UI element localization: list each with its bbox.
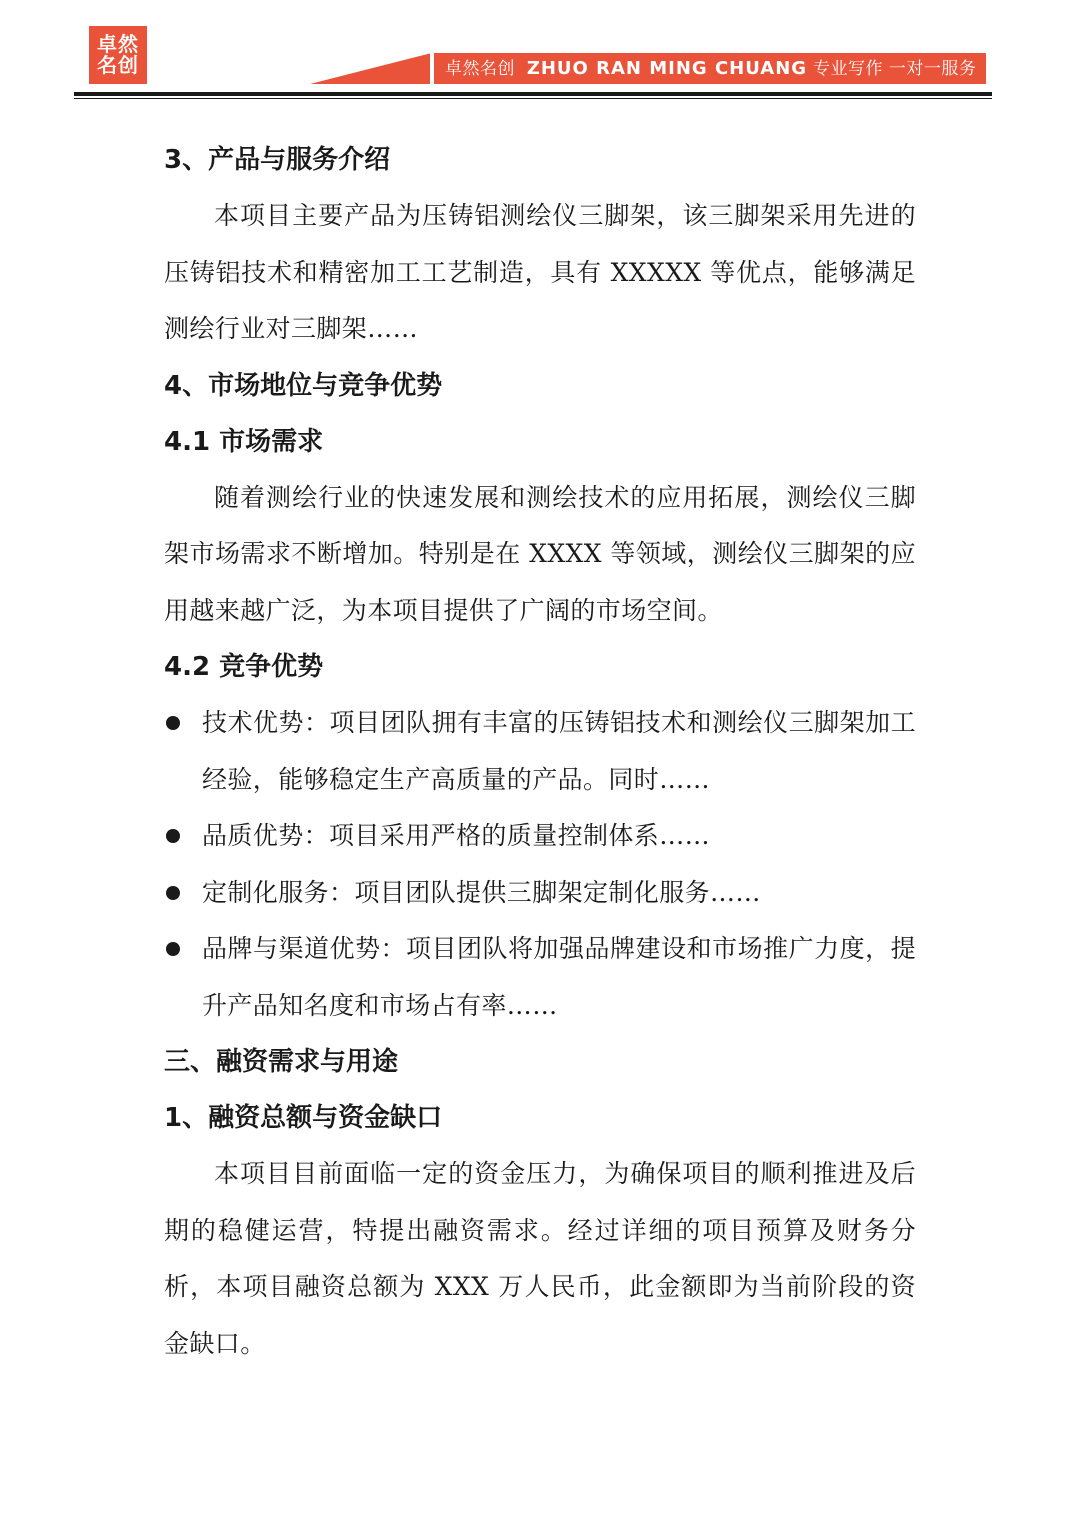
paragraph: 本项目目前面临一定的资金压力，为确保项目的顺利推进及后期的稳健运营，特提出融资需求。经过详细的项目预算及财务分析，本项目融资总额为 XXX 万人民币，此金额即为当前阶段的资金缺口。 bbox=[164, 1159, 916, 1358]
header-rule-thin bbox=[74, 98, 992, 99]
paragraph: 随着测绘行业的快速发展和测绘技术的应用拓展，测绘仪三脚架市场需求不断增加。特别是在 XXXX 等领域，测绘仪三脚架的应用越来越广泛，为本项目提供了广阔的市场空间。 bbox=[164, 482, 916, 625]
subsection-heading: 4.1 市场需求 bbox=[164, 426, 324, 457]
list-item: 定制化服务：项目团队提供三脚架定制化服务…… bbox=[164, 865, 916, 922]
chapter-heading: 三、融资需求与用途 bbox=[164, 1047, 399, 1077]
advantage-list bbox=[164, 695, 916, 1034]
header-rule bbox=[74, 92, 992, 96]
banner-text bbox=[445, 53, 976, 84]
bullet-icon bbox=[166, 942, 180, 956]
bullet-icon bbox=[166, 829, 180, 843]
brand-name-cn: 卓然名创 bbox=[445, 59, 515, 79]
section-heading: 3、产品与服务介绍 bbox=[164, 145, 391, 175]
brand-logo bbox=[89, 26, 147, 84]
document-body bbox=[164, 132, 916, 1372]
logo-line-2: 名创 bbox=[97, 53, 139, 77]
section-heading: 1、融资总额与资金缺口 bbox=[164, 1103, 443, 1133]
list-item: 技术优势：项目团队拥有丰富的压铸铝技术和测绘仪三脚架加工经验，能够稳定生产高质量的产品。同时…… bbox=[164, 695, 916, 808]
brand-slogan: 专业写作 一对一服务 bbox=[812, 59, 977, 79]
bullet-icon bbox=[166, 716, 180, 730]
list-item: 品牌与渠道优势：项目团队将加强品牌建设和市场推广力度，提升产品知名度和市场占有率…… bbox=[164, 921, 916, 1034]
list-item: 品质优势：项目采用严格的质量控制体系…… bbox=[164, 808, 916, 865]
paragraph: 本项目主要产品为压铸铝测绘仪三脚架，该三脚架采用先进的压铸铝技术和精密加工工艺制造，具有 XXXXX 等优点，能够满足测绘行业对三脚架…… bbox=[164, 201, 916, 343]
logo-line-1: 卓然 bbox=[97, 32, 139, 56]
banner-divider bbox=[430, 53, 434, 84]
brand-name-en: ZHUO RAN MING CHUANG bbox=[526, 58, 808, 79]
subsection-heading: 4.2 竞争优势 bbox=[164, 652, 324, 682]
bullet-icon bbox=[166, 886, 180, 900]
section-heading: 4、市场地位与竞争优势 bbox=[164, 370, 443, 401]
